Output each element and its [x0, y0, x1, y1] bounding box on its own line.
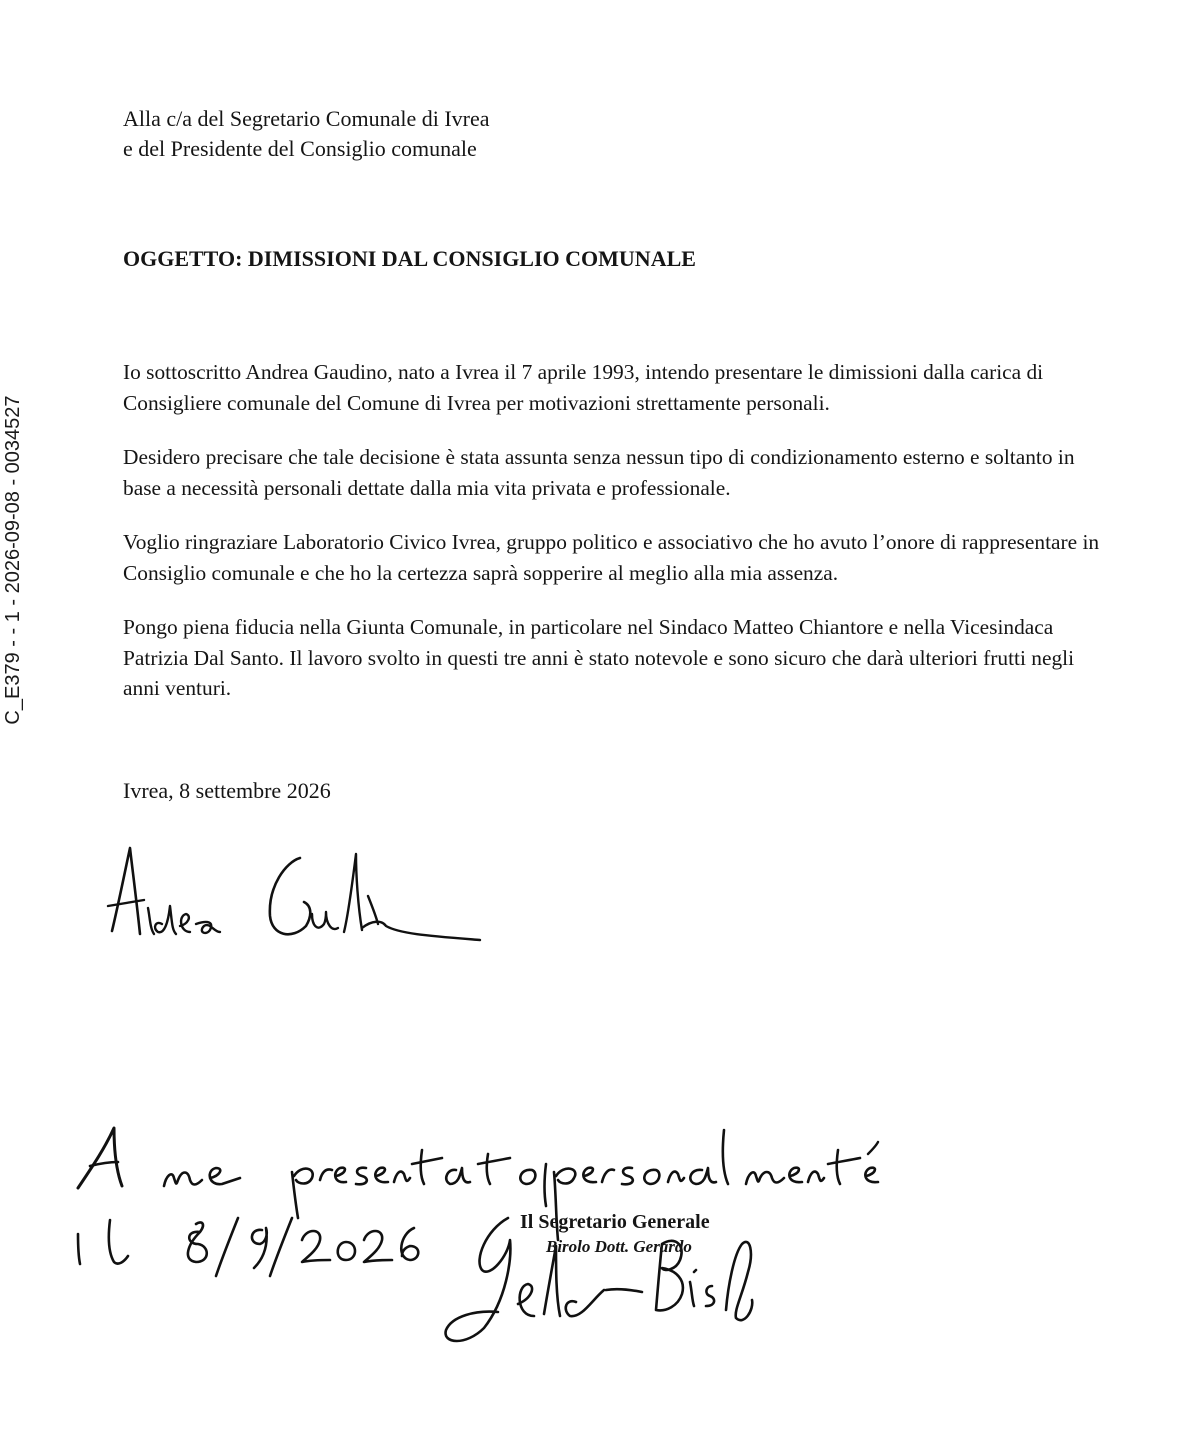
- signatory-signature: [100, 836, 500, 956]
- subject-heading: OGGETTO: DIMISSIONI DAL CONSIGLIO COMUNALE: [123, 246, 696, 271]
- addressee-line-1: Alla c/a del Segretario Comunale di Ivrea: [123, 106, 490, 131]
- secretary-block: [520, 1209, 710, 1259]
- paragraph: Io sottoscritto Andrea Gaudino, nato a Ivrea il 7 aprile 1993, intendo presentare le dimissioni dalla carica di Consigliere comunale del Comune di Ivrea per motivazioni strettamente personali.: [123, 360, 1044, 415]
- place-date: Ivrea, 8 settembre 2026: [123, 778, 331, 803]
- secretary-name: Birolo Dott. Gerardo: [546, 1237, 692, 1256]
- paragraph: Desidero precisare che tale decisione è stata assunta senza nessun tipo di condizionamento esterno e soltanto in base a necessità personali dettate dalla mia vita privata e professionale.: [123, 445, 1075, 500]
- letter-body: [123, 357, 1113, 728]
- protocol-stamp: [0, 347, 26, 773]
- paragraph: Pongo piena fiducia nella Giunta Comunale, in particolare nel Sindaco Matteo Chiantore e nella Vicesindaca Patrizia Dal Santo. Il lavoro svolto in questi tre anni è stato notevole e sono sicuro che darà ulteriori frutti negli anni venturi.: [123, 615, 1075, 700]
- addressee-line-2: e del Presidente del Consiglio comunale: [123, 136, 477, 161]
- secretary-signature: [436, 1160, 776, 1360]
- secretary-title: Il Segretario Generale: [520, 1211, 710, 1233]
- paragraph: Voglio ringraziare Laboratorio Civico Ivrea, gruppo politico e associativo che ho avuto l’onore di rappresentare in Consiglio comunale e che ho la certezza saprà sopperire al meglio alla mia assenza.: [123, 530, 1100, 585]
- protocol-stamp-text: C_E379 - - 1 - 2026-09-08 - 0034527: [2, 395, 24, 725]
- addressee-block: [123, 104, 490, 164]
